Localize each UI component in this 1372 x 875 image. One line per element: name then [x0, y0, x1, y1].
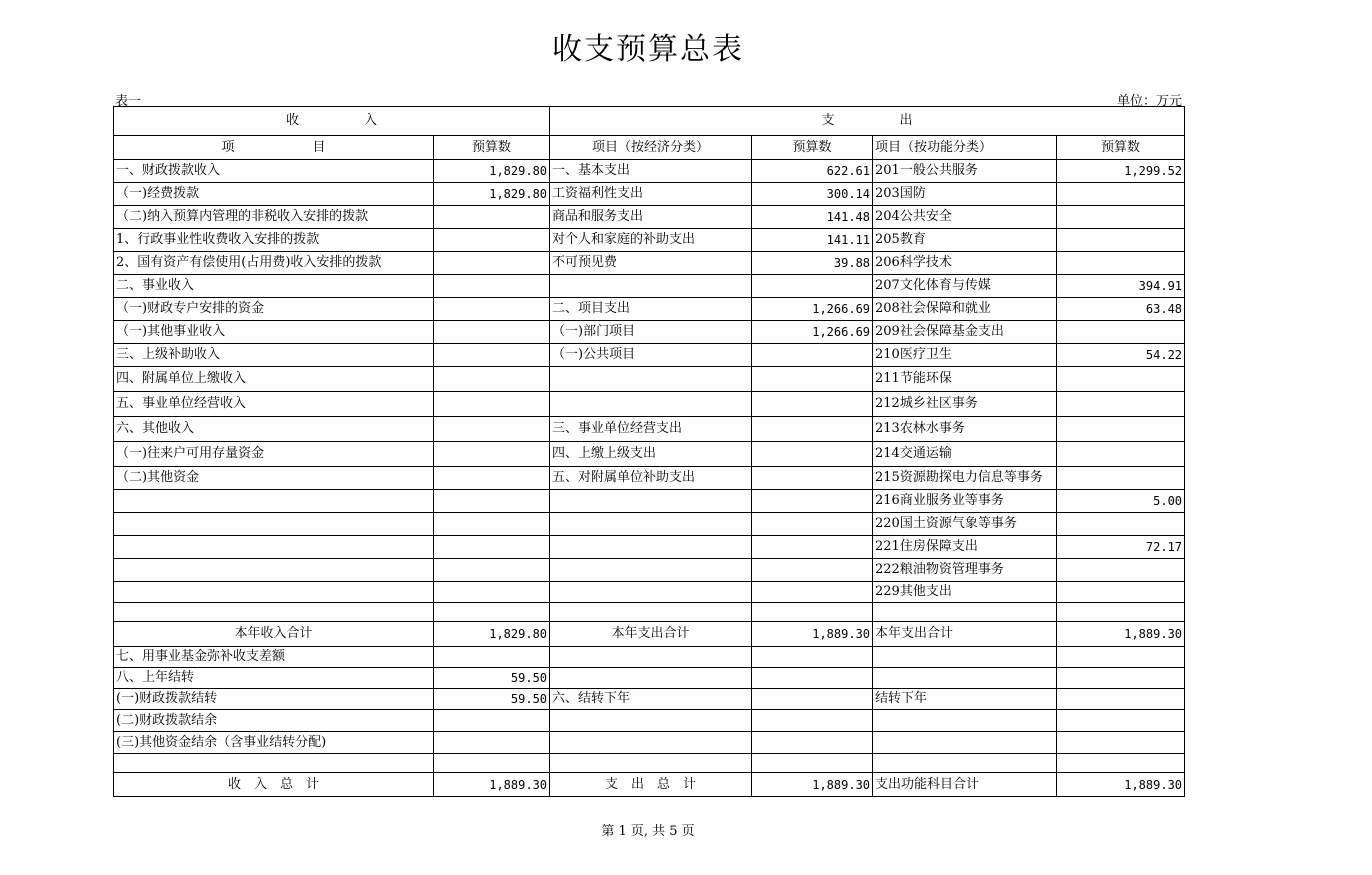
income-budget-cell	[434, 417, 550, 442]
func-item-cell	[873, 668, 1057, 689]
econ-budget-cell	[752, 513, 873, 536]
func-budget-cell: 394.91	[1057, 275, 1185, 298]
income-item-cell: 七、用事业基金弥补收支差额	[114, 647, 434, 668]
econ-budget-cell: 141.48	[752, 206, 873, 229]
income-item-cell: （一)财政专户安排的资金	[114, 298, 434, 321]
econ-budget-cell	[752, 582, 873, 603]
expense-group-header: 支 出	[550, 107, 1185, 136]
table-row	[114, 603, 1185, 622]
econ-budget-cell	[752, 536, 873, 559]
func-item-cell: 207文化体育与传媒	[873, 275, 1057, 298]
income-item-cell: （二)纳入预算内管理的非税收入安排的拨款	[114, 206, 434, 229]
income-budget-cell	[434, 732, 550, 754]
table-row	[114, 647, 1185, 668]
econ-item-cell: 一、基本支出	[550, 160, 752, 183]
func-item-cell: 215资源勘探电力信息等事务	[873, 467, 1057, 490]
econ-budget-cell: 300.14	[752, 183, 873, 206]
table-row	[114, 321, 1185, 344]
income-budget-cell	[434, 647, 550, 668]
income-budget-cell: 1,829.80	[434, 160, 550, 183]
econ-item-cell: 工资福利性支出	[550, 183, 752, 206]
income-budget-cell	[434, 467, 550, 490]
income-item-cell	[114, 490, 434, 513]
table-row	[114, 513, 1185, 536]
income-budget-cell	[434, 490, 550, 513]
func-item-cell: 支出功能科目合计	[873, 773, 1057, 797]
income-item-cell: 二、事业收入	[114, 275, 434, 298]
table-row	[114, 275, 1185, 298]
income-item-cell: 1、行政事业性收费收入安排的拨款	[114, 229, 434, 252]
func-item-cell: 220国土资源气象等事务	[873, 513, 1057, 536]
table-row	[114, 559, 1185, 582]
func-budget-cell	[1057, 647, 1185, 668]
func-budget-cell	[1057, 559, 1185, 582]
func-budget-cell	[1057, 229, 1185, 252]
econ-item-cell	[550, 275, 752, 298]
table-row	[114, 183, 1185, 206]
econ-item-cell: 五、对附属单位补助支出	[550, 467, 752, 490]
table-row	[114, 689, 1185, 710]
income-item-cell: （二)其他资金	[114, 467, 434, 490]
econ-item-cell	[550, 513, 752, 536]
income-group-header: 收 入	[114, 107, 550, 136]
econ-item-cell: 本年支出合计	[550, 622, 752, 647]
table-row	[114, 344, 1185, 367]
func-item-cell	[873, 603, 1057, 622]
econ-item-cell	[550, 710, 752, 732]
income-budget-cell: 59.50	[434, 668, 550, 689]
func-item-cell: 229其他支出	[873, 582, 1057, 603]
income-item-cell: 2、国有资产有偿使用(占用费)收入安排的拨款	[114, 252, 434, 275]
income-budget-cell	[434, 603, 550, 622]
table-row	[114, 467, 1185, 490]
econ-budget-cell: 1,266.69	[752, 298, 873, 321]
table-row	[114, 392, 1185, 417]
econ-budget-cell	[752, 603, 873, 622]
econ-item-cell	[550, 367, 752, 392]
table-row	[114, 732, 1185, 754]
econ-budget-cell	[752, 275, 873, 298]
func-item-cell: 212城乡社区事务	[873, 392, 1057, 417]
table-row	[114, 490, 1185, 513]
table-row	[114, 367, 1185, 392]
income-budget-cell	[434, 298, 550, 321]
func-budget-cell	[1057, 367, 1185, 392]
func-budget-cell	[1057, 392, 1185, 417]
table-row	[114, 417, 1185, 442]
income-budget-cell	[434, 536, 550, 559]
income-item-cell: （一)经费拨款	[114, 183, 434, 206]
budget-summary-table	[113, 106, 1185, 797]
econ-item-cell: 对个人和家庭的补助支出	[550, 229, 752, 252]
income-item-cell: （一)其他事业收入	[114, 321, 434, 344]
econ-budget-cell	[752, 732, 873, 754]
income-item-cell: 四、附属单位上缴收入	[114, 367, 434, 392]
func-budget-cell: 5.00	[1057, 490, 1185, 513]
econ-budget-cell	[752, 668, 873, 689]
col-header-income-item: 项 目	[114, 136, 434, 160]
func-item-cell: 206科学技术	[873, 252, 1057, 275]
econ-item-cell	[550, 536, 752, 559]
income-item-cell	[114, 559, 434, 582]
econ-budget-cell	[752, 417, 873, 442]
func-item-cell: 216商业服务业等事务	[873, 490, 1057, 513]
econ-budget-cell	[752, 367, 873, 392]
income-item-cell	[114, 536, 434, 559]
func-item-cell: 209社会保障基金支出	[873, 321, 1057, 344]
page-footer: 第 1 页, 共 5 页	[601, 824, 695, 839]
econ-item-cell	[550, 668, 752, 689]
func-item-cell: 211节能环保	[873, 367, 1057, 392]
func-budget-cell	[1057, 732, 1185, 754]
func-budget-cell	[1057, 467, 1185, 490]
table-row	[114, 160, 1185, 183]
income-item-cell: (三)其他资金结余（含事业结转分配)	[114, 732, 434, 754]
table-row	[114, 582, 1185, 603]
income-budget-cell	[434, 321, 550, 344]
econ-item-cell	[550, 392, 752, 417]
econ-budget-cell: 141.11	[752, 229, 873, 252]
func-budget-cell	[1057, 668, 1185, 689]
func-item-cell: 结转下年	[873, 689, 1057, 710]
func-budget-cell	[1057, 710, 1185, 732]
econ-item-cell: 支 出 总 计	[550, 773, 752, 797]
col-header-func-budget: 预算数	[1057, 136, 1185, 160]
income-budget-cell	[434, 367, 550, 392]
table-row	[114, 252, 1185, 275]
func-budget-cell	[1057, 513, 1185, 536]
func-budget-cell: 1,889.30	[1057, 773, 1185, 797]
func-budget-cell	[1057, 603, 1185, 622]
income-budget-cell: 1,889.30	[434, 773, 550, 797]
table-row	[114, 668, 1185, 689]
unit-label: 单位：万元	[1116, 94, 1182, 109]
func-budget-cell	[1057, 417, 1185, 442]
econ-item-cell	[550, 603, 752, 622]
econ-budget-cell: 1,889.30	[752, 773, 873, 797]
table-row	[114, 754, 1185, 773]
income-budget-cell	[434, 206, 550, 229]
column-header-row	[114, 136, 1185, 160]
income-item-cell: 三、上级补助收入	[114, 344, 434, 367]
func-item-cell: 221住房保障支出	[873, 536, 1057, 559]
income-item-cell: (二)财政拨款结余	[114, 710, 434, 732]
econ-item-cell: （一)部门项目	[550, 321, 752, 344]
econ-budget-cell	[752, 344, 873, 367]
econ-budget-cell: 1,266.69	[752, 321, 873, 344]
econ-item-cell	[550, 754, 752, 773]
econ-item-cell	[550, 647, 752, 668]
group-header-row	[114, 107, 1185, 136]
income-budget-cell: 1,829.80	[434, 622, 550, 647]
func-item-cell: 222粮油物资管理事务	[873, 559, 1057, 582]
func-budget-cell: 54.22	[1057, 344, 1185, 367]
income-budget-cell	[434, 582, 550, 603]
income-item-cell	[114, 603, 434, 622]
econ-budget-cell	[752, 647, 873, 668]
func-budget-cell: 1,889.30	[1057, 622, 1185, 647]
econ-item-cell: 不可预见费	[550, 252, 752, 275]
func-item-cell: 203国防	[873, 183, 1057, 206]
income-item-cell	[114, 754, 434, 773]
table-row	[114, 622, 1185, 647]
econ-item-cell: 二、项目支出	[550, 298, 752, 321]
table-row	[114, 442, 1185, 467]
func-budget-cell	[1057, 321, 1185, 344]
income-item-cell: （一)往来户可用存量资金	[114, 442, 434, 467]
func-budget-cell	[1057, 754, 1185, 773]
income-item-cell: 收 入 总 计	[114, 773, 434, 797]
income-budget-cell	[434, 252, 550, 275]
func-budget-cell	[1057, 206, 1185, 229]
table-id: 表一	[115, 94, 142, 109]
col-header-func-item: 项目（按功能分类）	[873, 136, 1057, 160]
func-item-cell: 201一般公共服务	[873, 160, 1057, 183]
econ-item-cell: 商品和服务支出	[550, 206, 752, 229]
table-row	[114, 710, 1185, 732]
econ-item-cell	[550, 732, 752, 754]
income-item-cell	[114, 513, 434, 536]
income-item-cell	[114, 582, 434, 603]
income-budget-cell: 1,829.80	[434, 183, 550, 206]
econ-item-cell: 六、结转下年	[550, 689, 752, 710]
func-budget-cell: 63.48	[1057, 298, 1185, 321]
income-budget-cell	[434, 559, 550, 582]
income-budget-cell: 59.50	[434, 689, 550, 710]
econ-item-cell	[550, 582, 752, 603]
econ-budget-cell: 1,889.30	[752, 622, 873, 647]
income-item-cell: 八、上年结转	[114, 668, 434, 689]
func-budget-cell	[1057, 582, 1185, 603]
func-item-cell	[873, 754, 1057, 773]
income-item-cell: 五、事业单位经营收入	[114, 392, 434, 417]
col-header-income-budget: 预算数	[434, 136, 550, 160]
func-item-cell: 本年支出合计	[873, 622, 1057, 647]
income-item-cell: (一)财政拨款结转	[114, 689, 434, 710]
income-budget-cell	[434, 442, 550, 467]
econ-item-cell: （一)公共项目	[550, 344, 752, 367]
func-item-cell: 204公共安全	[873, 206, 1057, 229]
func-budget-cell	[1057, 442, 1185, 467]
income-budget-cell	[434, 344, 550, 367]
page-title: 收支预算总表	[552, 32, 744, 67]
func-budget-cell: 72.17	[1057, 536, 1185, 559]
econ-item-cell	[550, 490, 752, 513]
table-row	[114, 536, 1185, 559]
econ-budget-cell	[752, 710, 873, 732]
income-budget-cell	[434, 392, 550, 417]
func-budget-cell	[1057, 689, 1185, 710]
table-row	[114, 298, 1185, 321]
func-item-cell	[873, 710, 1057, 732]
income-item-cell: 本年收入合计	[114, 622, 434, 647]
income-budget-cell	[434, 229, 550, 252]
income-budget-cell	[434, 710, 550, 732]
econ-budget-cell	[752, 754, 873, 773]
func-budget-cell	[1057, 183, 1185, 206]
econ-budget-cell	[752, 559, 873, 582]
econ-item-cell: 三、事业单位经营支出	[550, 417, 752, 442]
econ-budget-cell	[752, 392, 873, 417]
econ-budget-cell	[752, 467, 873, 490]
econ-budget-cell	[752, 689, 873, 710]
econ-budget-cell: 39.88	[752, 252, 873, 275]
col-header-econ-item: 项目（按经济分类）	[550, 136, 752, 160]
econ-budget-cell: 622.61	[752, 160, 873, 183]
econ-item-cell	[550, 559, 752, 582]
func-item-cell: 214交通运输	[873, 442, 1057, 467]
func-item-cell: 205教育	[873, 229, 1057, 252]
econ-budget-cell	[752, 490, 873, 513]
func-item-cell: 208社会保障和就业	[873, 298, 1057, 321]
econ-item-cell: 四、上缴上级支出	[550, 442, 752, 467]
income-budget-cell	[434, 275, 550, 298]
income-budget-cell	[434, 754, 550, 773]
func-item-cell: 213农林水事务	[873, 417, 1057, 442]
income-item-cell: 一、财政拨款收入	[114, 160, 434, 183]
func-item-cell: 210医疗卫生	[873, 344, 1057, 367]
func-item-cell	[873, 732, 1057, 754]
table-row	[114, 773, 1185, 797]
func-budget-cell: 1,299.52	[1057, 160, 1185, 183]
col-header-econ-budget: 预算数	[752, 136, 873, 160]
income-budget-cell	[434, 513, 550, 536]
income-item-cell: 六、其他收入	[114, 417, 434, 442]
econ-budget-cell	[752, 442, 873, 467]
table-row	[114, 206, 1185, 229]
func-item-cell	[873, 647, 1057, 668]
func-budget-cell	[1057, 252, 1185, 275]
table-row	[114, 229, 1185, 252]
